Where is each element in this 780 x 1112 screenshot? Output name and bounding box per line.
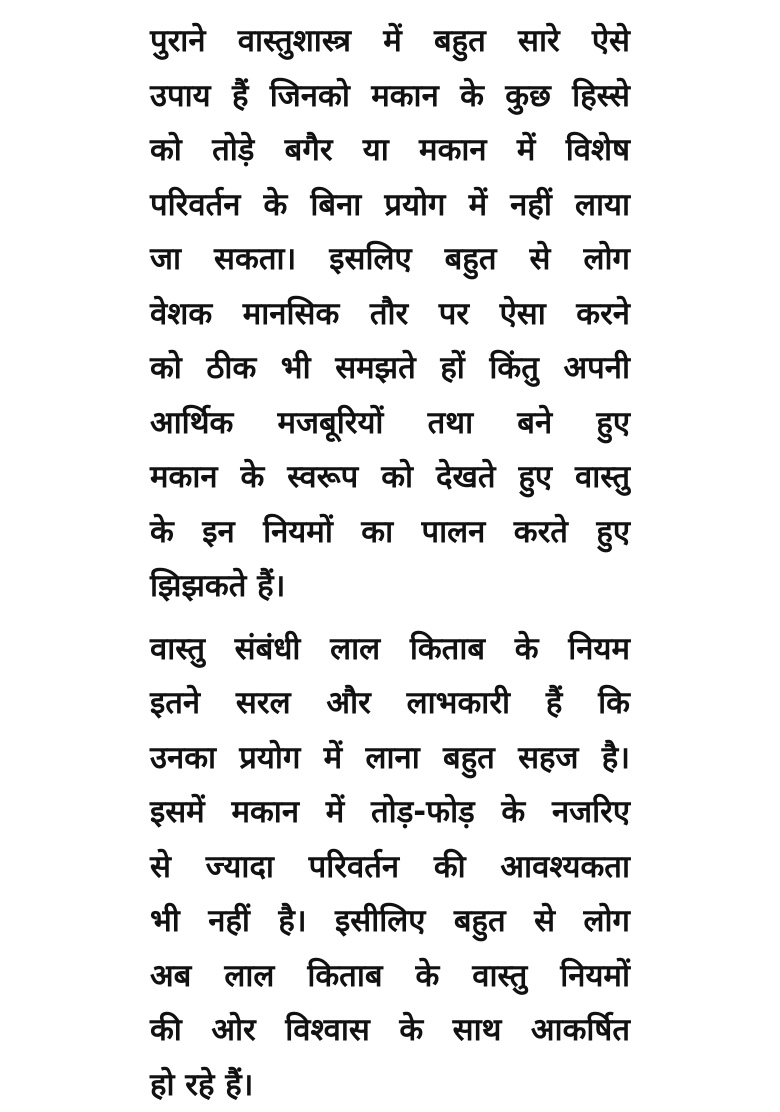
text-line: को ठीक भी समझते हों किंतु अपनी	[150, 341, 630, 396]
paragraph-1	[150, 14, 630, 614]
text-line: भी नहीं है। इसीलिए बहुत से लोग	[150, 894, 630, 949]
text-line: हो रहे हैं।	[150, 1058, 630, 1112]
text-line: की ओर विश्वास के साथ आकर्षित	[150, 1003, 630, 1058]
text-line: उनका प्रयोग में लाना बहुत सहज है।	[150, 731, 630, 786]
text-line: वास्तु संबंधी लाल किताब के नियम	[150, 622, 630, 677]
text-line: के इन नियमों का पालन करते हुए	[150, 505, 630, 560]
text-line: उपाय हैं जिनको मकान के कुछ हिस्से	[150, 69, 630, 124]
text-line: से ज्यादा परिवर्तन की आवश्यकता	[150, 840, 630, 895]
text-line: इसमें मकान में तोड़-फोड़ के नजरिए	[150, 785, 630, 840]
text-line: जा सकता। इसलिए बहुत से लोग	[150, 232, 630, 287]
text-line: अब लाल किताब के वास्तु नियमों	[150, 949, 630, 1004]
document-page	[150, 14, 630, 1112]
text-line: इतने सरल और लाभकारी हैं कि	[150, 676, 630, 731]
paragraph-2	[150, 622, 630, 1112]
text-line: आर्थिक मजबूरियों तथा बने हुए	[150, 396, 630, 451]
text-line: परिवर्तन के बिना प्रयोग में नहीं लाया	[150, 178, 630, 233]
text-line: पुराने वास्तुशास्त्र में बहुत सारे ऐसे	[150, 14, 630, 69]
text-line: को तोड़े बगैर या मकान में विशेष	[150, 123, 630, 178]
text-line: मकान के स्वरूप को देखते हुए वास्तु	[150, 450, 630, 505]
text-line: झिझकते हैं।	[150, 559, 630, 614]
text-line: वेशक मानसिक तौर पर ऐसा करने	[150, 287, 630, 342]
